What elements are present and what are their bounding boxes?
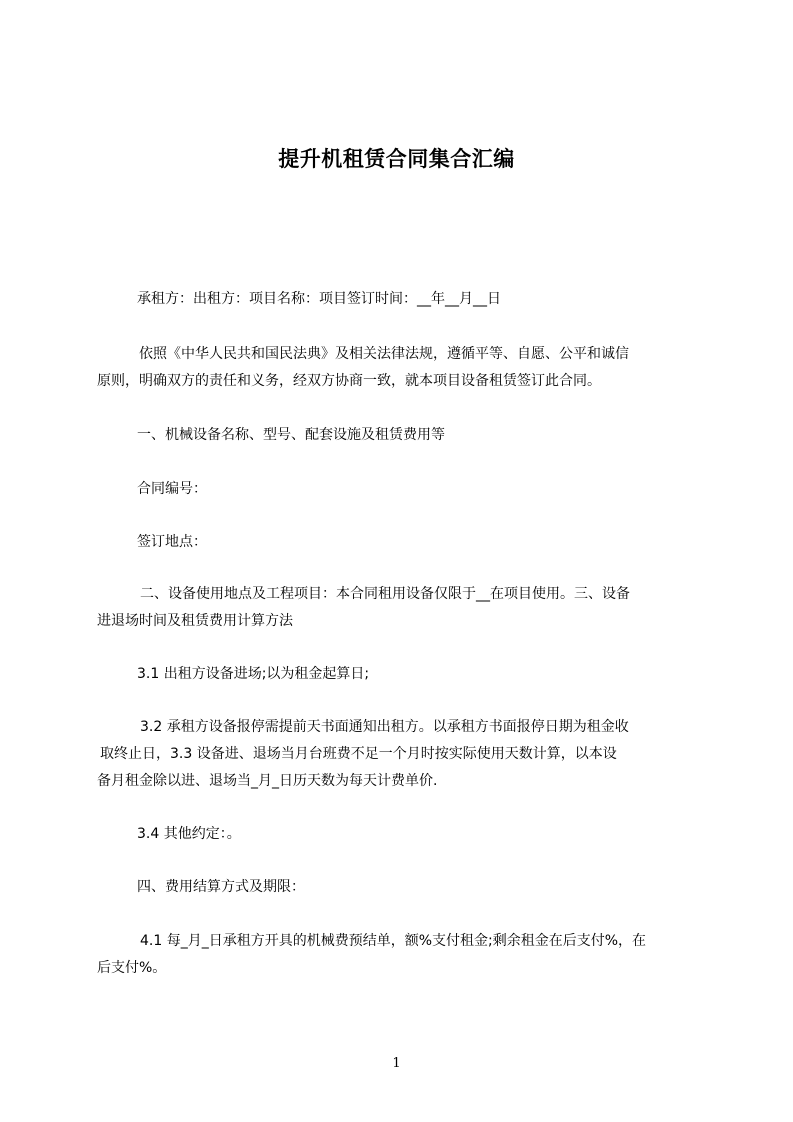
text-line: 承租方：出租方：项目名称：项目签订时间：__年__月__日 — [137, 291, 501, 307]
text-line: 3.4 其他约定：。 — [137, 826, 241, 842]
contract-number-paragraph — [97, 476, 703, 503]
text-line: 4.1 每_月_日承租方开具的机械费预结单，额%支付租金;剩余租金在后支付%，在 — [140, 933, 647, 949]
clause-3-2 — [97, 714, 703, 795]
text-line: 合同编号： — [137, 481, 207, 497]
clause-4-1 — [97, 928, 703, 982]
section-heading-2 — [97, 581, 703, 635]
section-heading-1 — [97, 422, 703, 449]
page-number: 1 — [392, 1056, 401, 1071]
text-line: 后支付%。 — [97, 960, 167, 976]
preamble-paragraph — [97, 341, 703, 395]
text-line: 取终止日，3.3 设备进、退场当月台班费不足一个月时按实际使用天数计算，以本设 — [100, 746, 617, 762]
clause-3-4 — [97, 821, 703, 848]
text-line: 备月租金除以进、退场当_月_日历天数为每天计费单价. — [97, 773, 438, 789]
section-heading-4 — [97, 874, 703, 901]
text-line: 原则，明确双方的责任和义务，经双方协商一致，就本项目设备租赁签订此合同。 — [97, 373, 601, 389]
text-line: 二、设备使用地点及工程项目：本合同租用设备仅限于__在项目使用。三、设备 — [140, 586, 630, 602]
text-line: 四、费用结算方式及期限： — [137, 879, 305, 895]
text-line: 一、机械设备名称、型号、配套设施及租赁费用等 — [137, 427, 445, 443]
text-line: 签订地点： — [137, 534, 207, 550]
signing-place-paragraph — [97, 529, 703, 556]
text-line: 3.2 承租方设备报停需提前天书面通知出租方。以承租方书面报停日期为租金收 — [140, 719, 629, 735]
text-line: 3.1 出租方设备进场;以为租金起算日; — [137, 666, 370, 682]
parties-paragraph — [97, 286, 703, 313]
text-line: 进退场时间及租赁费用计算方法 — [97, 613, 293, 629]
document-title: 提升机租赁合同集合汇编 — [278, 147, 515, 171]
text-line: 依照《中华人民共和国民法典》及相关法律法规，遵循平等、自愿、公平和诚信 — [139, 346, 629, 362]
clause-3-1 — [97, 661, 703, 688]
